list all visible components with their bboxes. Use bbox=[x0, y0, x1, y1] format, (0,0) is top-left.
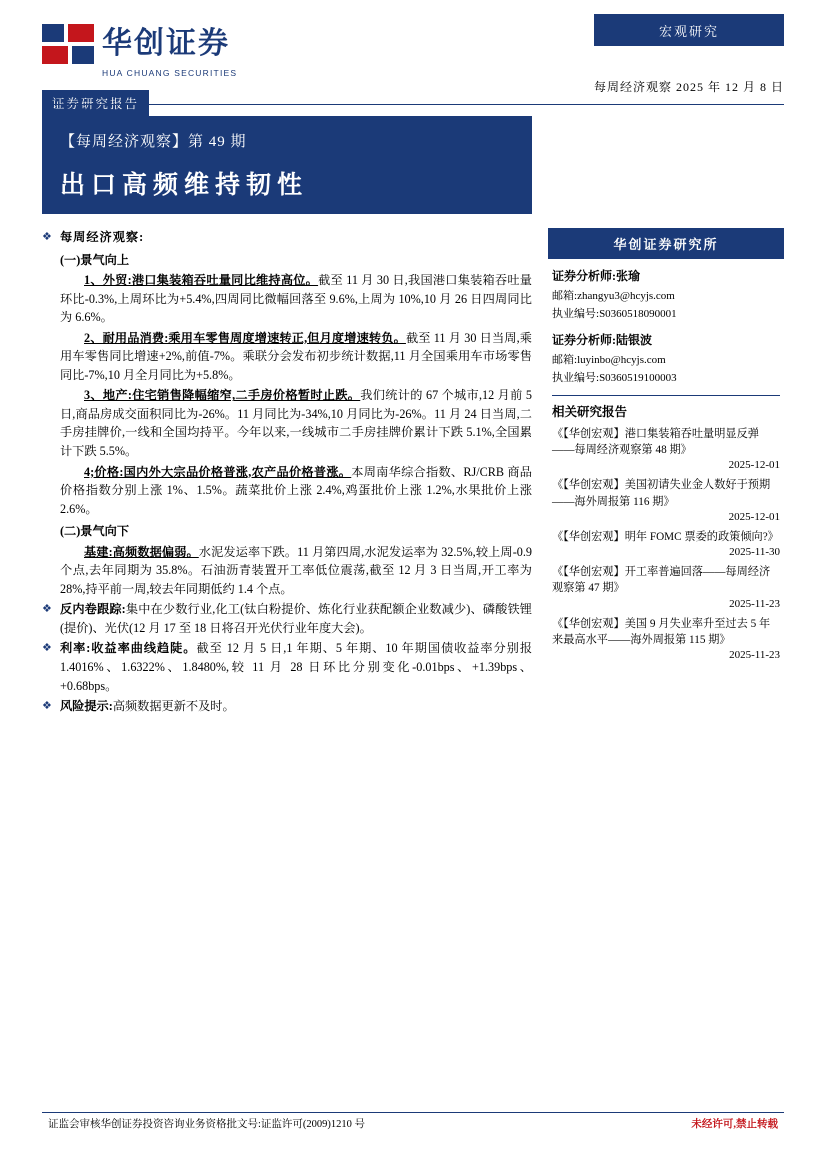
bullet-risk-body bbox=[60, 697, 532, 716]
analyst-license-label: 执业编号: bbox=[552, 372, 600, 384]
related-report-date: 2025-11-23 bbox=[729, 597, 780, 610]
bullet-anti-involution-lead: 反内卷跟踪: bbox=[60, 602, 126, 617]
analyst-license-value: S0360518090001 bbox=[599, 308, 677, 320]
bullet-risk bbox=[42, 697, 532, 716]
paragraph-infrastructure-rest: 水泥发运率下跌。11 月第四周,水泥发运率为 32.5%,较上周-0.9 个点,去年同期为 35.8%。石油沥青装置开工率低位震荡,截至 12 月 3 日当周,开工率为 28%,持平前一周,较去年同期低约 1.4 个点。 bbox=[60, 544, 532, 596]
paragraph-infrastructure bbox=[60, 543, 532, 599]
related-report-text: 《【华创宏观】开工率普遍回落——每周经济观察第 47 期》 bbox=[552, 566, 771, 595]
related-report-date: 2025-11-30 bbox=[729, 546, 780, 559]
analyst-card bbox=[552, 267, 780, 321]
related-report-text: 《【华创宏观】美国初请失业金人数好于预期——海外周报第 116 期》 bbox=[552, 479, 771, 508]
analyst-name: 证券分析师:张瑜 bbox=[552, 269, 640, 283]
bullet-risk-lead: 风险提示: bbox=[60, 699, 113, 714]
related-report-date: 2025-11-23 bbox=[729, 649, 780, 662]
header-divider bbox=[42, 104, 784, 105]
analyst-license bbox=[552, 305, 780, 321]
related-report-text: 《【华创宏观】明年 FOMC 票委的政策倾向?》 bbox=[552, 530, 779, 543]
paragraph-durables-rest: 截至 11 月 30 日当周,乘用车零售同比增速+2%,前值-7%。乘联分会发布初步统计数据,11 月全国乘用车市场零售同比-7%,10 月全月同比为+5.8%。 bbox=[60, 330, 532, 382]
related-report-date: 2025-12-01 bbox=[728, 510, 780, 523]
bullet-anti-involution-rest: 集中在少数行业,化工(钛白粉提价、炼化行业获配额企业数减少)、磷酸铁锂(提价)、光伏(12 月 17 至 18 日将召开光伏行业年度大会)。 bbox=[60, 602, 532, 635]
diamond-bullet-icon: ❖ bbox=[42, 231, 52, 243]
related-report-text: 《【华创宏观】美国 9 月失业率升至过去 5 年来最高水平——海外周报第 115 期》 bbox=[552, 617, 771, 646]
related-reports-title: 相关研究报告 bbox=[552, 405, 628, 419]
analyst-email-label: 邮箱: bbox=[552, 290, 578, 302]
company-logo bbox=[42, 24, 292, 116]
analyst-card bbox=[552, 331, 780, 385]
paragraph-prices-lead: 4;价格:国内外大宗品价格普涨,农产品价格普涨。 bbox=[84, 464, 352, 479]
related-report-text: 《【华创宏观】港口集装箱吞吐量明显反弹——每周经济观察第 48 期》 bbox=[552, 428, 759, 457]
logo-mark-icon bbox=[42, 24, 94, 64]
diamond-bullet-icon: ❖ bbox=[42, 700, 52, 713]
related-report-item[interactable] bbox=[552, 616, 780, 661]
page-title: 出口高频维持韧性 bbox=[60, 172, 309, 199]
paragraph-property-rest: 我们统计的 67 个城市,12 月前 5 日,商品房成交面积同比为-26%。11 月同比为-34%,10 月同比为-26%。11 月 24 日当周,二手房挂牌价,一线和全国均持平。今年以来,一线城市二手房挂牌价累计下跌 5.1%,全国累计下跌 5.5%。 bbox=[60, 388, 532, 459]
bullet-rates bbox=[42, 639, 532, 695]
related-report-date: 2025-12-01 bbox=[728, 459, 780, 472]
analyst-email-value: luyinbo@hcyjs.com bbox=[577, 354, 666, 366]
bullet-anti-involution-body bbox=[60, 600, 532, 637]
paragraph-trade-lead: 1、外贸:港口集装箱吞吐量同比维持高位。 bbox=[84, 273, 319, 288]
logo-chinese-name: 华创证券 bbox=[102, 27, 230, 60]
analyst-license-label: 执业编号: bbox=[552, 308, 600, 320]
analyst-email bbox=[552, 351, 780, 367]
sidebar-institute-header: 华创证券研究所 bbox=[548, 228, 784, 259]
page-header bbox=[0, 0, 826, 111]
diamond-bullet-icon: ❖ bbox=[42, 603, 52, 616]
paragraph-trade-rest: 截至 11 月 30 日,我国港口集装箱吞吐量环比-0.3%,上周环比为+5.4%,四周同比微幅回落至 9.6%,上周为 10%,10 月 26 日四周同比为 6.6%。 bbox=[60, 273, 532, 325]
report-type-badge: 证券研究报告 bbox=[42, 90, 149, 116]
report-series-title: 【每周经济观察】第 49 期 bbox=[60, 134, 247, 150]
bullet-rates-body bbox=[60, 639, 532, 695]
analyst-license bbox=[552, 369, 780, 385]
paragraph-property bbox=[60, 386, 532, 460]
title-band bbox=[42, 116, 532, 214]
footer-divider bbox=[42, 1112, 784, 1113]
analyst-email-value: zhangyu3@hcyjs.com bbox=[577, 290, 675, 302]
paragraph-trade bbox=[60, 271, 532, 327]
section-label-down: (二)景气向下 bbox=[60, 524, 130, 539]
related-report-item[interactable] bbox=[552, 564, 780, 609]
bullet-anti-involution bbox=[42, 600, 532, 637]
paragraph-durables bbox=[60, 329, 532, 385]
sidebar bbox=[548, 228, 784, 667]
paragraph-prices-rest: 本周南华综合指数、RJ/CRB 商品价格指数分别上涨 1%、1.5%。蔬菜批价上涨 2.4%,鸡蛋批价上涨 1.2%,水果批价上涨 2.6%。 bbox=[60, 464, 532, 516]
analyst-license-value: S0360519100003 bbox=[599, 372, 677, 384]
footer-copyright-text: 未经许可,禁止转载 bbox=[691, 1119, 778, 1130]
bullet-risk-rest: 高频数据更新不及时。 bbox=[112, 699, 235, 714]
related-report-item[interactable] bbox=[552, 529, 780, 558]
bullet-label: 每周经济观察: bbox=[60, 230, 145, 244]
related-report-item[interactable] bbox=[552, 426, 780, 471]
paragraph-infrastructure-lead: 基建:高频数据偏弱。 bbox=[84, 544, 199, 559]
footer-license-text: 证监会审核华创证券投资咨询业务资格批文号:证监许可(2009)1210 号 bbox=[48, 1119, 366, 1130]
analyst-email bbox=[552, 287, 780, 303]
analyst-name: 证券分析师:陆银波 bbox=[552, 333, 652, 347]
bullet-weekly-observation bbox=[42, 228, 532, 247]
logo-english-name: HUA CHUANG SECURITIES bbox=[102, 68, 238, 78]
diamond-bullet-icon: ❖ bbox=[42, 642, 52, 655]
section-label-up: (一)景气向上 bbox=[60, 252, 130, 267]
sidebar-divider bbox=[552, 395, 780, 396]
analyst-email-label: 邮箱: bbox=[552, 354, 578, 366]
paragraph-property-lead: 3、地产:住宅销售降幅缩窄,二手房价格暂时止跌。 bbox=[84, 388, 361, 403]
related-report-item[interactable] bbox=[552, 477, 780, 522]
paragraph-durables-lead: 2、耐用品消费:乘用车零售周度增速转正,但月度增速转负。 bbox=[84, 330, 406, 345]
bullet-rates-lead: 利率:收益率曲线趋陡。 bbox=[60, 641, 197, 656]
research-category-badge: 宏观研究 bbox=[594, 14, 784, 46]
paragraph-prices bbox=[60, 463, 532, 519]
main-content bbox=[42, 228, 532, 718]
bullet-rates-rest: 截至 12 月 5 日,1 年期、5 年期、10 年期国债收益率分别报 1.4016%、1.6322%、1.8480%,较 11 月 28 日环比分别变化-0.01bps、+1.39bps、+0.68bps。 bbox=[60, 641, 533, 693]
header-meta: 每周经济观察 2025 年 12 月 8 日 bbox=[593, 80, 784, 94]
